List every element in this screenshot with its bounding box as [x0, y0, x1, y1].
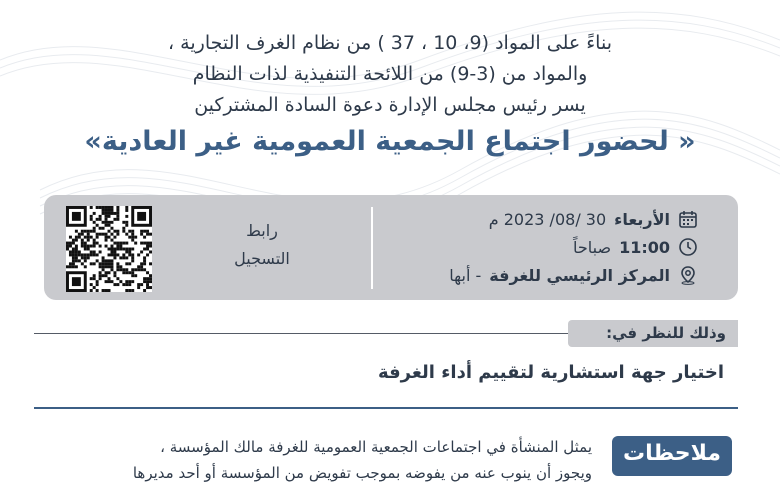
bottom-divider	[34, 407, 738, 409]
registration-label-line-1: رابط	[246, 221, 278, 240]
meeting-info-panel	[44, 195, 738, 300]
considering-label: وذلك للنظر في:	[568, 320, 738, 347]
meeting-venue: المركز الرئيسي للغرفة	[489, 265, 670, 285]
intro-line-1: بناءً على المواد (9، 10 ، 37 ) من نظام الغرف التجارية ،	[168, 32, 612, 54]
time-row	[358, 233, 698, 261]
intro-line-2: والمواد من (3-9) من اللائحة التنفيذية لذات النظام	[192, 63, 588, 85]
registration-label-line-2: التسجيل	[234, 249, 290, 268]
date-row	[358, 205, 698, 233]
meeting-details	[358, 205, 698, 295]
notes-line-1: يمثل المنشأة في اجتماعات الجمعية العمومية للغرفة مالك المؤسسة ،	[160, 438, 592, 456]
intro-line-3: يسر رئيس مجلس الإدارة دعوة السادة المشتركين	[194, 94, 586, 116]
meeting-time: 11:00	[619, 237, 670, 257]
calendar-icon	[678, 209, 698, 229]
agenda-item: اختيار جهة استشارية لتقييم أداء الغرفة	[377, 362, 724, 383]
panel-divider	[371, 207, 373, 289]
venue-row	[358, 261, 698, 289]
meeting-day: الأربعاء	[614, 209, 670, 229]
meeting-time-suffix: صباحاً	[573, 237, 612, 257]
section-divider	[34, 333, 568, 334]
meeting-date: 30 /08/ 2023 م	[488, 209, 607, 229]
clock-icon	[678, 237, 698, 257]
notes-badge: ملاحظات	[612, 436, 732, 476]
notes-text	[32, 434, 592, 486]
meeting-city: - أبها	[449, 265, 482, 285]
notes-line-2: ويجوز أن ينوب عنه من يفوضه بموجب تفويض من المؤسسة أو أحد مديرها	[132, 464, 592, 482]
registration-label	[212, 217, 312, 273]
location-pin-icon	[678, 265, 698, 285]
intro-text	[0, 28, 780, 121]
qr-code-icon[interactable]	[66, 206, 152, 292]
meeting-headline: « لحضور اجتماع الجمعية العمومية غير العادية»	[84, 126, 696, 157]
registration-qr-code[interactable]	[66, 206, 152, 292]
